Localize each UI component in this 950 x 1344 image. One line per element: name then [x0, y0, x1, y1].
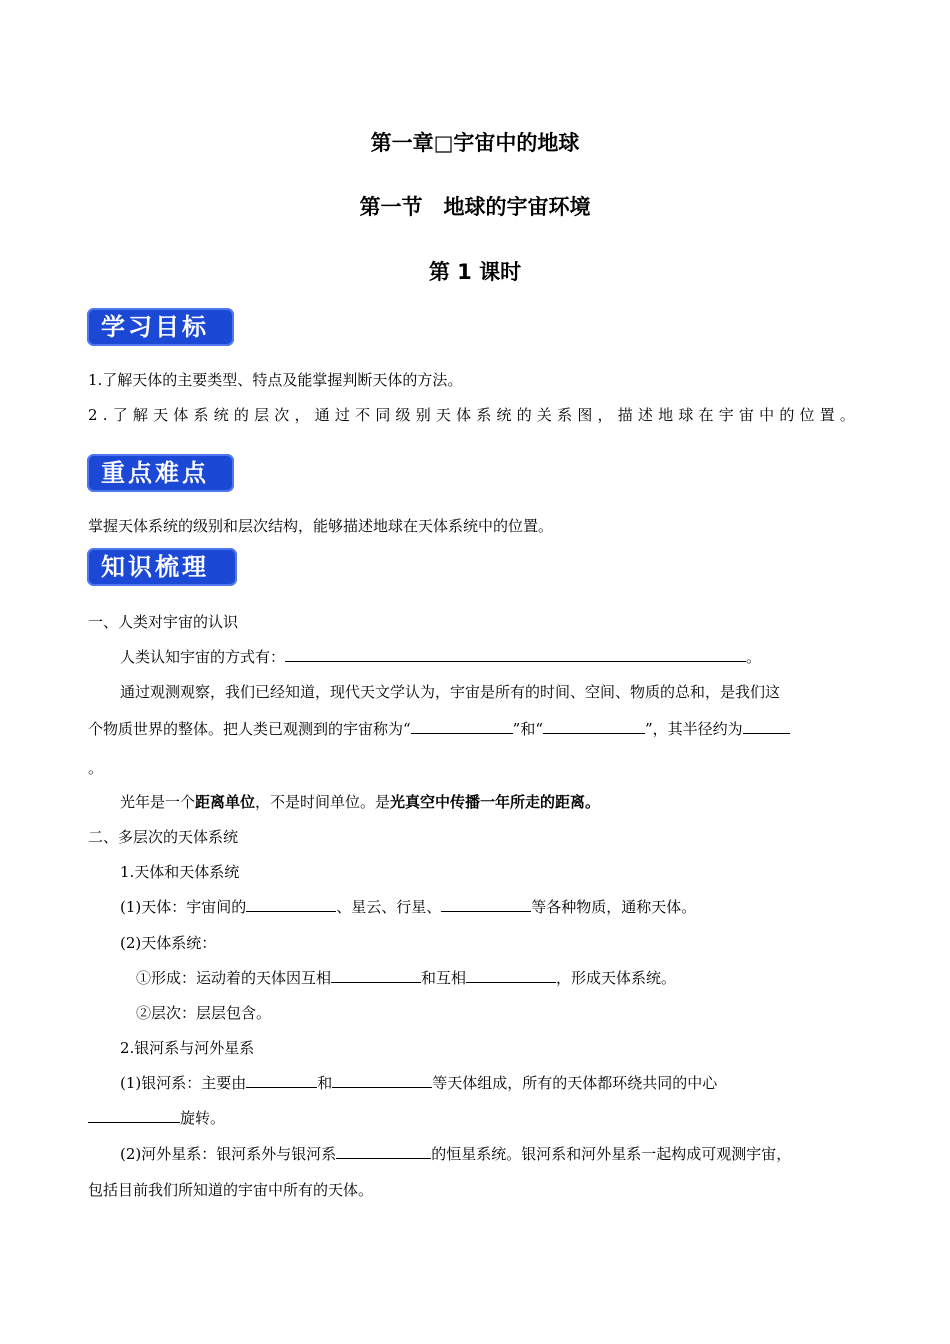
- paragraph-ways: 人类认知宇宙的方式有： 。: [120, 648, 762, 666]
- item-milky-way: (1)银河系：主要由 和 等天体组成，所有的天体都环绕共同的中心: [120, 1074, 718, 1092]
- subheading-celestial-bodies: 1.天体和天体系统: [120, 863, 240, 881]
- item-milky-way-cont: 旋转。: [88, 1107, 225, 1129]
- goal-item-1: 1.了解天体的主要类型、特点及能掌握判断天体的方法。: [88, 371, 463, 389]
- item-celestial-body: (1)天体：宇宙间的 、星云、行星、 等各种物质，通称天体。: [120, 898, 697, 916]
- paragraph-light-year: 光年是一个距离单位，不是时间单位。是光真空中传播一年所走的距离。: [120, 793, 601, 811]
- paragraph-observation-line1: 通过观测观察，我们已经知道，现代天文学认为，宇宙是所有的时间、空间、物质的总和，是我们这: [120, 683, 781, 701]
- heading-celestial-systems: 二、多层次的天体系统: [88, 828, 239, 846]
- learning-goals-badge: 学习目标: [87, 308, 234, 346]
- key-points-badge: 重点难点: [87, 454, 234, 492]
- subheading-milky-way: 2.银河系与河外星系: [120, 1039, 255, 1057]
- knowledge-badge: 知识梳理: [87, 548, 237, 586]
- blank-milky-way-2: [332, 1072, 432, 1088]
- item-levels: ②层次：层层包含。: [136, 1004, 272, 1022]
- item-extragalactic: (2)河外星系：银河系外与银河系 的恒星系统。银河系和河外星系一起构成可观测宇宙，: [120, 1145, 792, 1163]
- blank-extragalactic: [336, 1143, 431, 1159]
- blank-formation-2: [466, 967, 556, 983]
- blank-milky-way-center: [88, 1107, 180, 1123]
- paragraph-observation-end: 。: [88, 759, 104, 777]
- blank-radius: [743, 718, 790, 734]
- lesson-title: 第 1 课时: [428, 260, 522, 284]
- heading-universe-cognition: 一、人类对宇宙的认识: [88, 613, 239, 631]
- chapter-title: 第一章□宇宙中的地球: [370, 131, 580, 155]
- blank-universe-name-2: [543, 718, 645, 734]
- item-celestial-system: (2)天体系统：: [120, 934, 217, 952]
- blank-ways: [285, 646, 746, 662]
- blank-body-1: [246, 896, 336, 912]
- paragraph-observation-line2: 个物质世界的整体。把人类已观测到的宇宙称为“ ”和“ ”，其半径约为: [88, 718, 790, 740]
- key-points-text: 掌握天体系统的级别和层次结构，能够描述地球在天体系统中的位置。: [88, 517, 554, 535]
- item-formation: ①形成：运动着的天体因互相 和互相 ，形成天体系统。: [136, 969, 677, 987]
- blank-body-2: [441, 896, 531, 912]
- blank-universe-name-1: [411, 718, 513, 734]
- blank-formation-1: [331, 967, 421, 983]
- section-title: 第一节 地球的宇宙环境: [359, 195, 591, 219]
- item-extragalactic-cont: 包括目前我们所知道的宇宙中所有的天体。: [88, 1181, 374, 1199]
- blank-milky-way-1: [246, 1072, 317, 1088]
- goal-item-2: 2.了解天体系统的层次，通过不同级别天体系统的关系图，描述地球在宇宙中的位置。: [88, 406, 861, 424]
